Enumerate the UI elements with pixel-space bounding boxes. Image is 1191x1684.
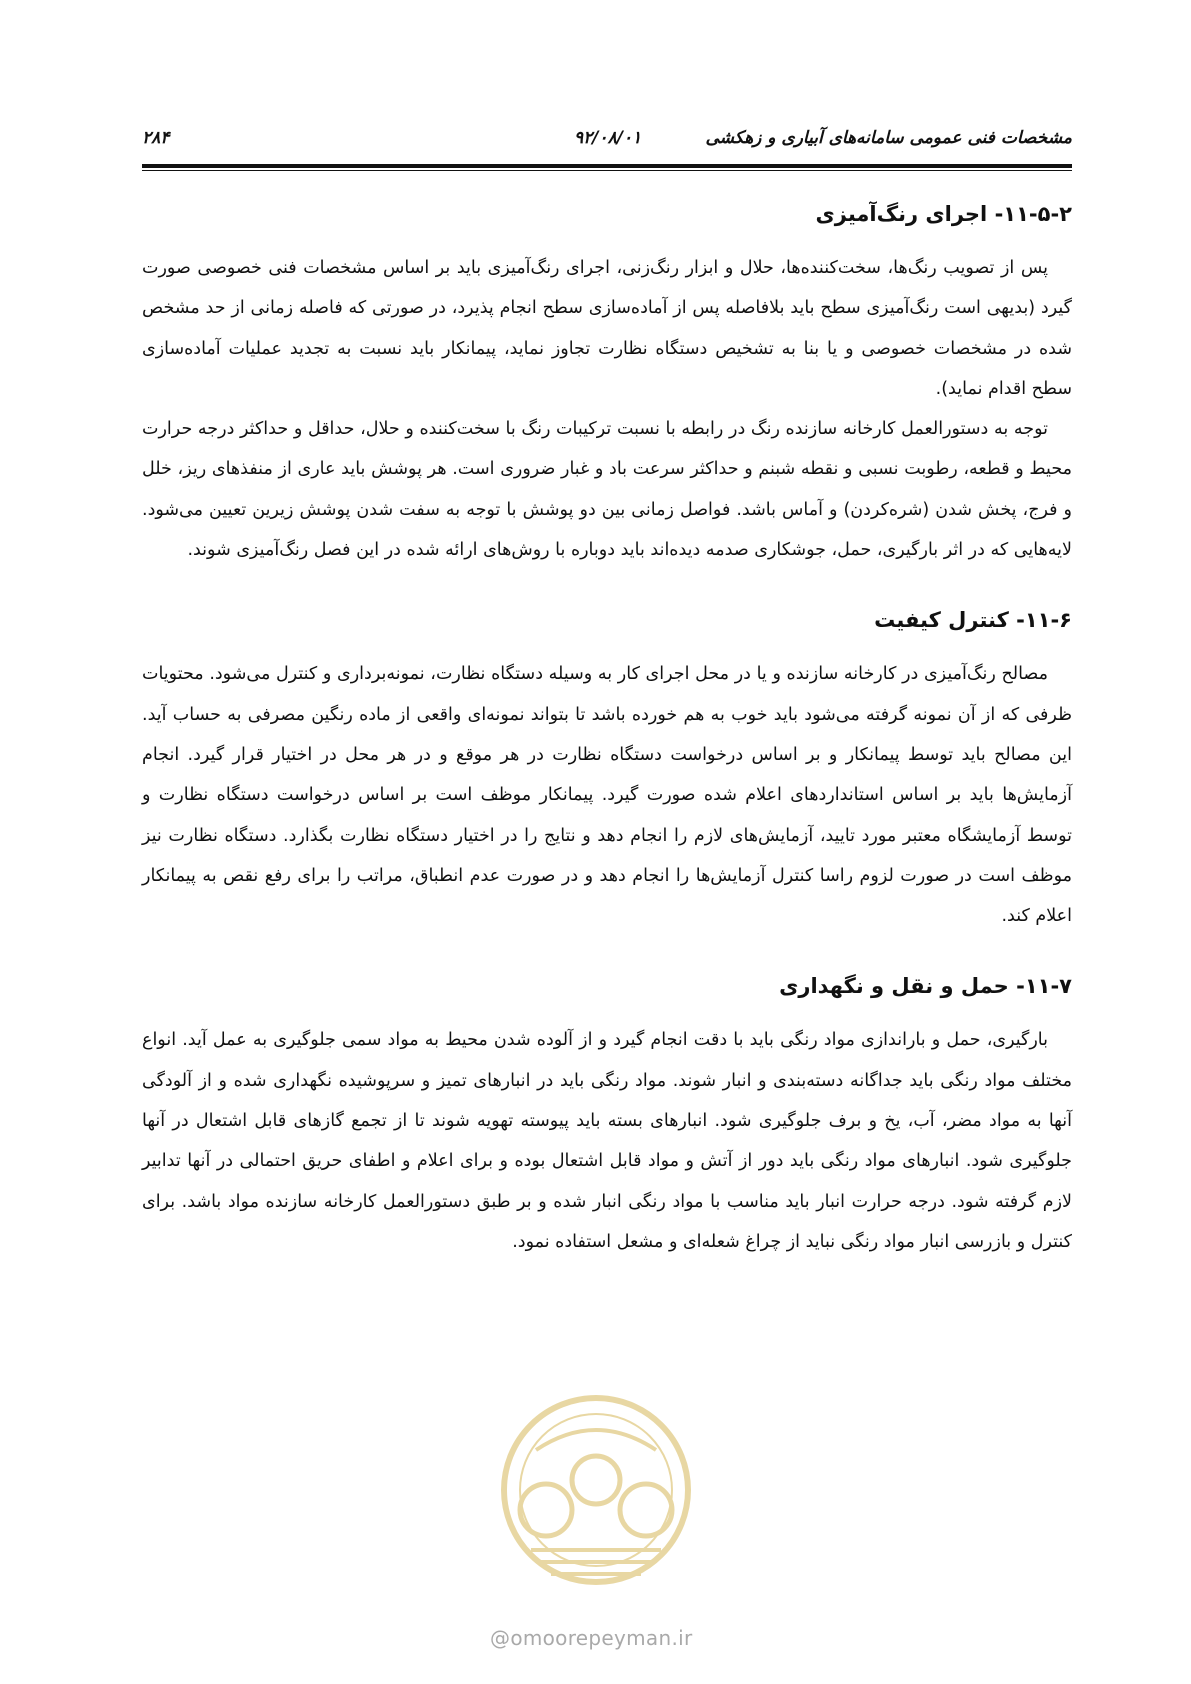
watermark-url (490, 1626, 692, 1650)
header-date: ۹۲/۰۸/۰۱ (574, 128, 642, 148)
paragraph: مصالح رنگ‌آمیزی در کارخانه سازنده و یا در محل اجرای کار به وسیله دستگاه نظارت، نمونه‌برداری و کنترل می‌شود. محتویات ظرفی که از آن نمونه گرفته می‌شود باید خوب به هم خورده باشد تا بتواند نمونه‌ای واقعی از ماده رنگین مصرفی به حساب آید. این مصالح باید توسط پیمانکار و بر اساس درخواست دستگاه نظارت در هر موقع و در هر محل در اختیار قرار گیرد. انجام آزمایش‌ها باید بر اساس استانداردهای اعلام شده صورت گیرد. پیمانکار موظف است بر اساس درخواست دستگاه نظارت و توسط آزمایشگاه معتبر مورد تایید، آزمایش‌های لازم را انجام دهد و نتایج را در اختیار دستگاه نظارت بگذارد. دستگاه نظارت نیز موظف است در صورت لزوم راسا کنترل آزمایش‌ها را انجام دهد و در صورت عدم انطباق، مراتب را برای رفع نقص به پیمانکار اعلام کند. (142, 664, 1072, 927)
section-transport-storage (142, 964, 1072, 1262)
section-quality-control (142, 598, 1072, 936)
header-title: مشخصات فنی عمومی سامانه‌های آبیاری و زهکشی (705, 128, 1072, 148)
section-title: ۱۱-۶- کنترل کیفیت (874, 608, 1072, 633)
paragraph: بارگیری، حمل و باراندازی مواد رنگی باید با دقت انجام گیرد و از آلوده شدن محیط به مواد سمی جلوگیری به عمل آید. انواع مختلف مواد رنگی باید جداگانه دسته‌بندی و انبار شوند. مواد رنگی باید در انبارهای تمیز و سرپوشیده نگهداری شده و از آلودگی آنها به مواد مضر، آب، یخ و برف جلوگیری شود. انبارهای بسته باید پیوسته تهویه شوند تا از تجمع گازهای قابل اشتعال در آنها جلوگیری شود. انبارهای مواد رنگی باید دور از آتش و مواد قابل اشتعال بوده و برای اعلام و اطفای حریق احتمالی در آنها تدابیر لازم گرفته شود. درجه حرارت انبار باید مناسب با مواد رنگی انبار شده و بر طبق دستورالعمل کارخانه سازنده مواد باشد. برای کنترل و بازرسی انبار مواد رنگی نباید از چراغ شعله‌ای و مشعل استفاده نمود. (142, 1030, 1072, 1252)
at-icon: @ (490, 1626, 511, 1650)
section-paint-application (142, 192, 1072, 570)
watermark-text: omoorepeyman.ir (510, 1626, 693, 1650)
section-title: ۱۱-۷- حمل و نقل و نگهداری (779, 974, 1072, 999)
document-body (142, 192, 1072, 1262)
header-rule-thick (142, 164, 1072, 168)
page-header (142, 128, 1072, 164)
seal-emblem-icon (476, 1390, 716, 1590)
header-rule-thin (142, 170, 1072, 171)
paragraph: پس از تصویب رنگ‌ها، سخت‌کننده‌ها، حلال و ابزار رنگ‌زنی، اجرای رنگ‌آمیزی باید بر اساس مشخصات فنی خصوصی صورت گیرد (بدیهی است رنگ‌آمیزی سطح باید بلافاصله پس از آماده‌سازی سطح انجام پذیرد، در صورتی که فاصله زمانی از حد مشخص شده در مشخصات خصوصی و یا بنا به تشخیص دستگاه نظارت تجاوز نماید، پیمانکار باید نسبت به تجدید عملیات آماده‌سازی سطح اقدام نماید). (142, 258, 1072, 399)
paragraph: توجه به دستورالعمل کارخانه سازنده رنگ در رابطه با نسبت ترکیبات رنگ با سخت‌کننده و حلال، حداقل و حداکثر درجه حرارت محیط و قطعه، رطوبت نسبی و نقطه شبنم و حداکثر سرعت باد و غبار ضروری است. هر پوشش باید عاری از منفذهای ریز، خلل و فرج، پخش شدن (شره‌کردن) و آماس باشد. فواصل زمانی بین دو پوشش با توجه به سفت شدن پوشش زیرین تعیین می‌شود. لایه‌هایی که در اثر بارگیری، حمل، جوشکاری صدمه دیده‌اند باید دوباره با روش‌های ارائه شده در این فصل رنگ‌آمیزی شوند. (142, 419, 1072, 561)
page-number: ۲۸۴ (142, 128, 170, 148)
section-title: ۱۱-۵-۲- اجرای رنگ‌آمیزی (815, 202, 1072, 226)
